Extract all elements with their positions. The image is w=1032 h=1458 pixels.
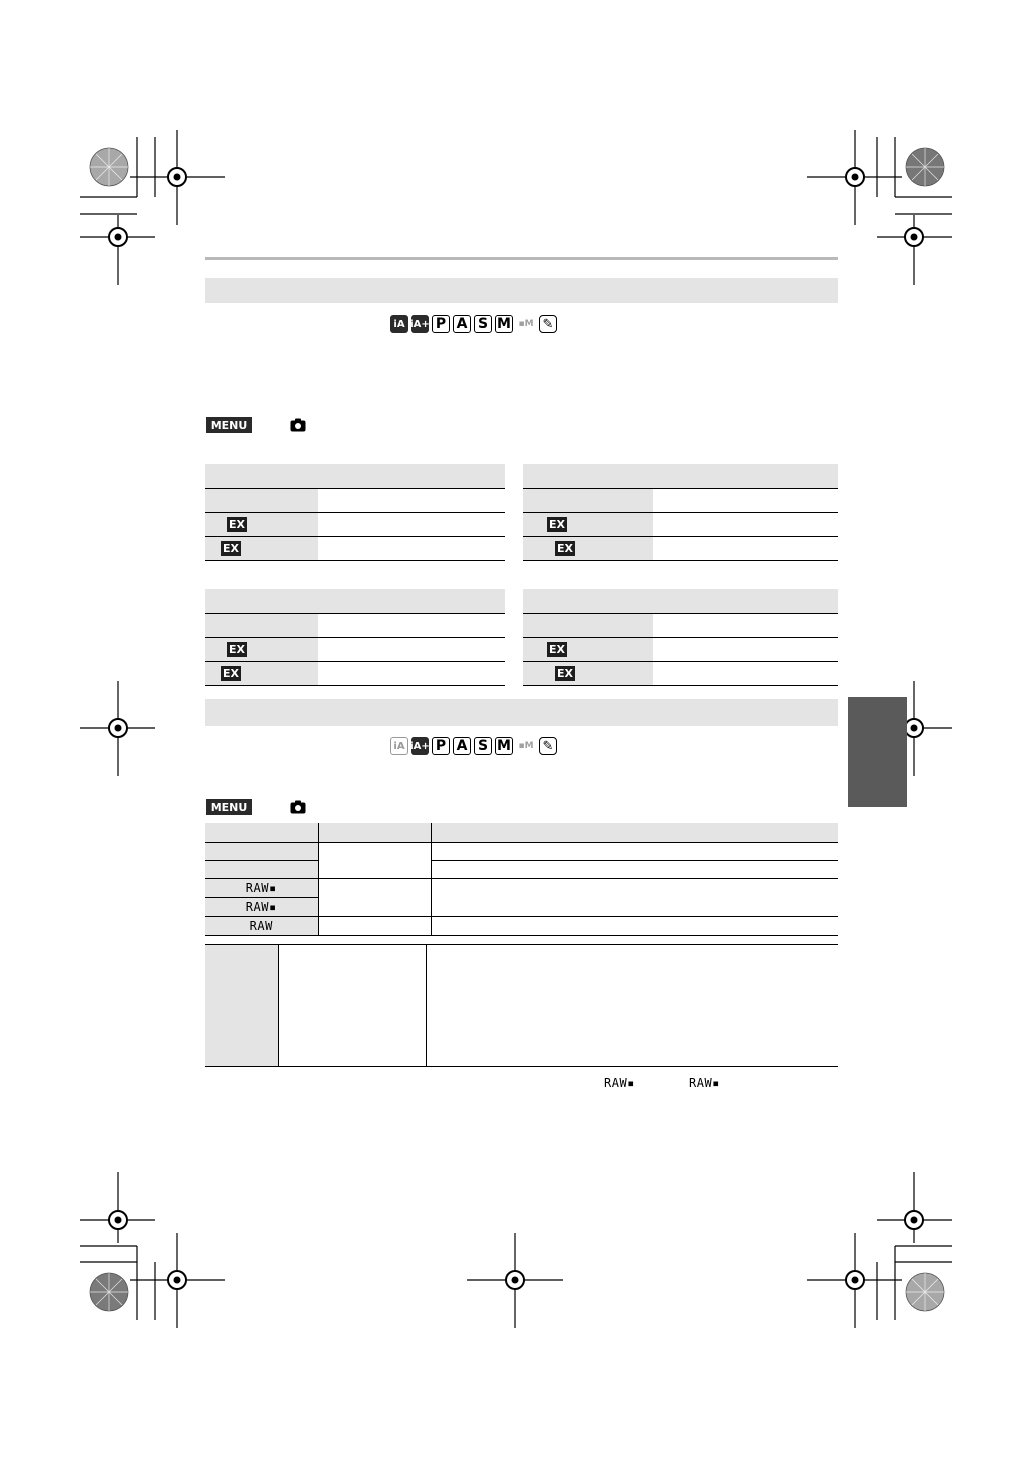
- camera-icon: [290, 800, 306, 814]
- intelligent-auto-mode-icon: iA: [390, 737, 408, 755]
- intelligent-auto-plus-mode-icon: iA+: [411, 315, 429, 333]
- quality-table: [205, 823, 838, 936]
- chapter-tab: [848, 697, 907, 807]
- extended-zoom-icon: EX: [557, 666, 573, 680]
- menu-badge: MENU: [206, 417, 252, 433]
- extended-zoom-icon: EX: [557, 541, 573, 555]
- extended-zoom-icon: EX: [229, 517, 245, 531]
- extended-zoom-icon: EX: [223, 666, 239, 680]
- manual-mode-icon: M: [495, 737, 513, 755]
- raw-standard-icon: RAW▪: [245, 899, 277, 914]
- section-2-menu-path: [206, 799, 306, 815]
- table-top-left: [205, 464, 505, 561]
- camera-icon: [290, 418, 306, 432]
- creative-control-mode-icon: ✎: [539, 737, 557, 755]
- table-bottom-left: [205, 589, 505, 686]
- raw-only-icon: RAW: [249, 918, 273, 933]
- menu-badge: MENU: [206, 799, 252, 815]
- section-1-menu-path: [206, 417, 306, 433]
- program-mode-icon: P: [432, 737, 450, 755]
- intelligent-auto-plus-mode-icon: iA+: [411, 737, 429, 755]
- shutter-priority-mode-icon: S: [474, 315, 492, 333]
- aperture-priority-mode-icon: A: [453, 315, 471, 333]
- aperture-priority-mode-icon: A: [453, 737, 471, 755]
- raw-fine-icon: RAW▪: [245, 880, 277, 895]
- creative-video-mode-icon: ▪M: [516, 737, 536, 755]
- program-mode-icon: P: [432, 315, 450, 333]
- section-1-mode-icons: [390, 313, 557, 335]
- table-bottom-right: [523, 589, 838, 686]
- section-2-mode-icons: [390, 735, 557, 757]
- creative-video-mode-icon: ▪M: [516, 315, 536, 333]
- section-1-header-bar: [205, 278, 838, 303]
- section-2-header-bar: [205, 699, 838, 726]
- footer-raw-fine-icon: RAW▪: [604, 1076, 635, 1090]
- extended-zoom-icon: EX: [223, 541, 239, 555]
- table-top-right: [523, 464, 838, 561]
- extended-zoom-icon: EX: [549, 517, 565, 531]
- manual-mode-icon: M: [495, 315, 513, 333]
- intelligent-auto-mode-icon: iA: [390, 315, 408, 333]
- footer-raw-standard-icon: RAW▪: [689, 1076, 720, 1090]
- note-box: [205, 944, 838, 1067]
- shutter-priority-mode-icon: S: [474, 737, 492, 755]
- creative-control-mode-icon: ✎: [539, 315, 557, 333]
- extended-zoom-icon: EX: [229, 642, 245, 656]
- extended-zoom-icon: EX: [549, 642, 565, 656]
